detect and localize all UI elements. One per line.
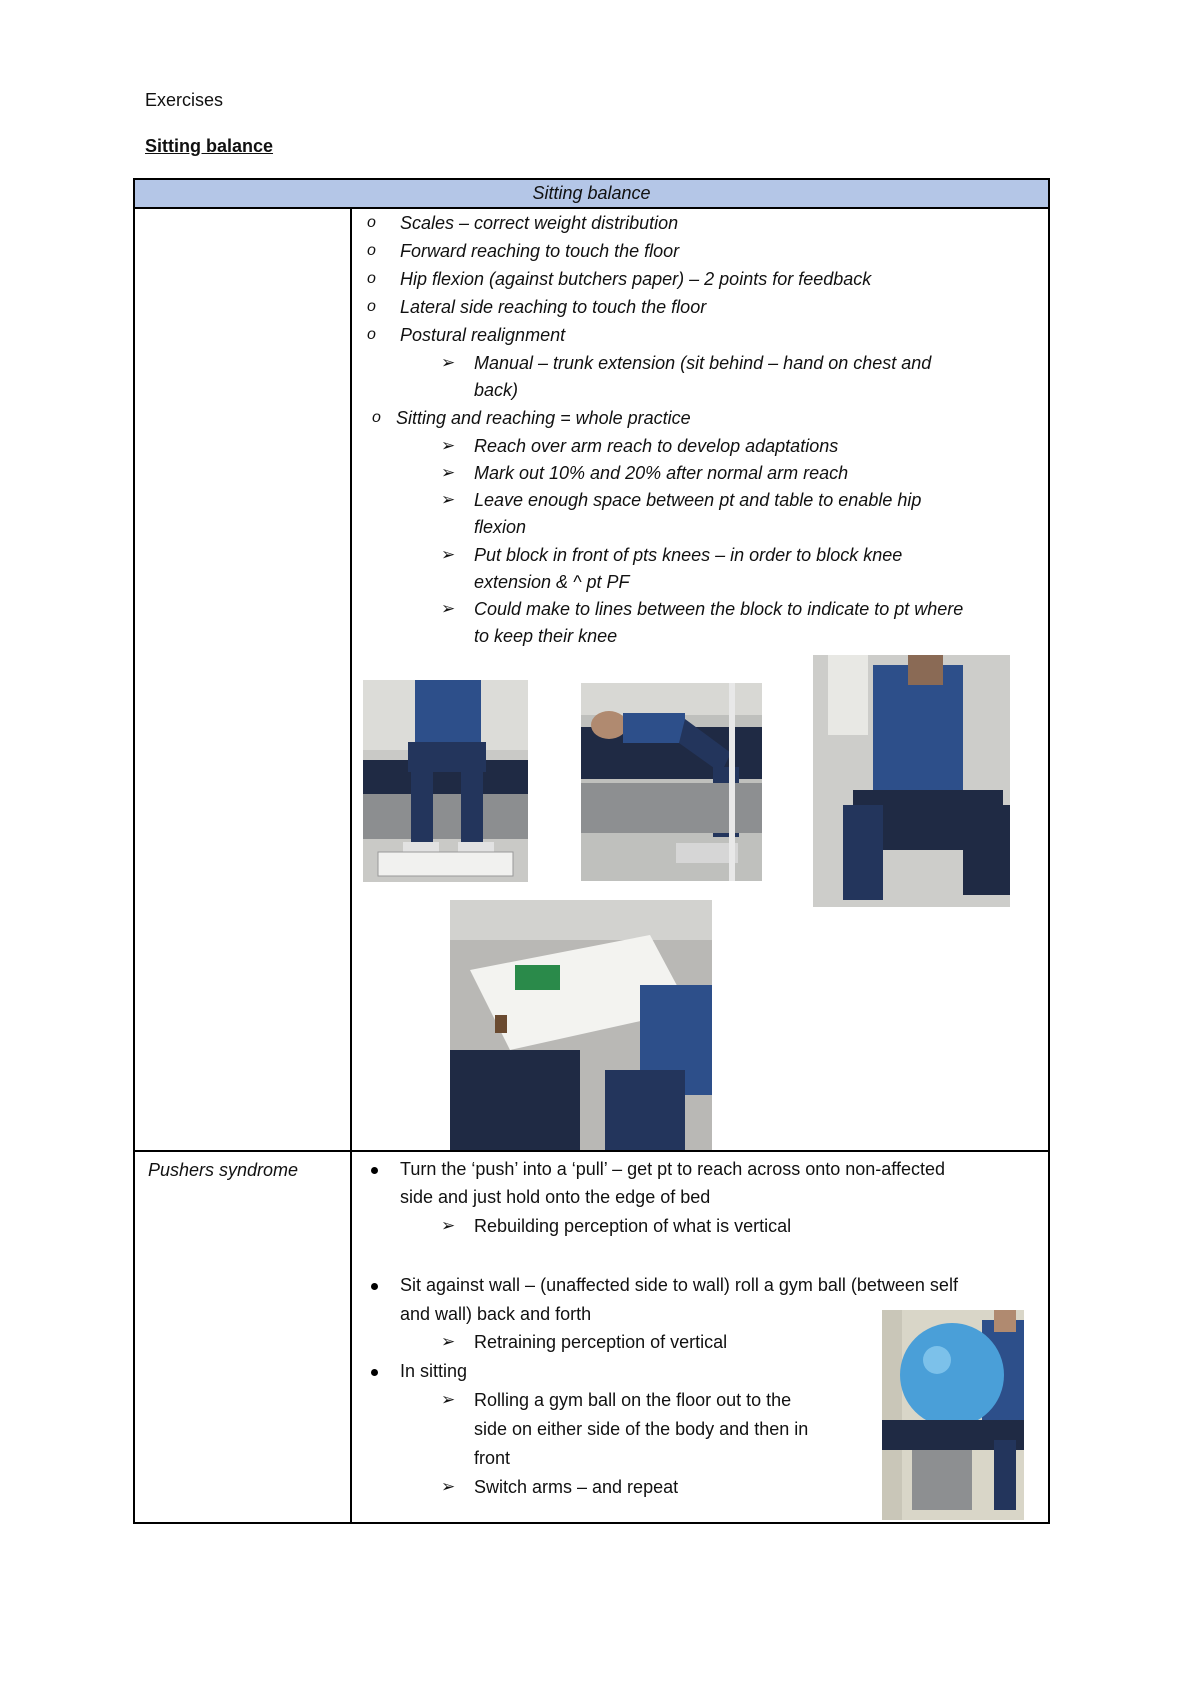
photo-seated-hip-flexion bbox=[813, 655, 1010, 907]
arrow-bullet-icon: ➢ bbox=[441, 490, 456, 509]
photo-sitting-on-scales bbox=[363, 680, 528, 882]
photo-gym-ball-against-wall bbox=[882, 1310, 1024, 1520]
arrow-bullet-icon: ➢ bbox=[441, 545, 456, 564]
list-item: Mark out 10% and 20% after normal arm reach bbox=[474, 463, 849, 483]
row-divider bbox=[135, 1150, 1048, 1152]
circle-bullet-icon: o bbox=[367, 242, 376, 259]
list-item: Manual – trunk extension (sit behind – hand on chest and bbox=[474, 353, 932, 373]
dot-bullet-icon bbox=[371, 1167, 378, 1174]
section-heading: Sitting balance bbox=[145, 136, 274, 156]
column-divider bbox=[350, 209, 352, 1522]
circle-bullet-icon: o bbox=[372, 409, 381, 426]
list-item: front bbox=[474, 1448, 511, 1468]
list-item: Sitting and reaching = whole practice bbox=[396, 408, 691, 428]
arrow-bullet-icon: ➢ bbox=[441, 436, 456, 455]
list-item: Postural realignment bbox=[400, 325, 566, 345]
list-item: Lateral side reaching to touch the floor bbox=[400, 297, 707, 317]
arrow-bullet-icon: ➢ bbox=[441, 463, 456, 482]
list-item: Reach over arm reach to develop adaptations bbox=[474, 436, 839, 456]
list-item: Retraining perception of vertical bbox=[474, 1332, 728, 1352]
list-item: side on either side of the body and then in bbox=[474, 1419, 809, 1439]
list-item: Rolling a gym ball on the floor out to the bbox=[474, 1390, 792, 1410]
list-item: flexion bbox=[474, 517, 527, 537]
list-item: back) bbox=[474, 380, 519, 400]
photo-sitting-reaching-table bbox=[450, 900, 712, 1150]
circle-bullet-icon: o bbox=[367, 214, 376, 231]
list-item: Could make to lines between the block to indicate to pt where bbox=[474, 599, 964, 619]
row-label-pushers-syndrome: Pushers syndrome bbox=[148, 1160, 299, 1180]
list-item: Switch arms – and repeat bbox=[474, 1477, 679, 1497]
circle-bullet-icon: o bbox=[367, 326, 376, 343]
arrow-bullet-icon: ➢ bbox=[441, 1332, 456, 1351]
arrow-bullet-icon: ➢ bbox=[441, 1216, 456, 1235]
list-item: Forward reaching to touch the floor bbox=[400, 241, 680, 261]
list-item: In sitting bbox=[400, 1361, 468, 1381]
dot-bullet-icon bbox=[371, 1369, 378, 1376]
arrow-bullet-icon: ➢ bbox=[441, 599, 456, 618]
list-item: side and just hold onto the edge of bed bbox=[400, 1187, 711, 1207]
exercise-table bbox=[133, 178, 1050, 1524]
list-item: Sit against wall – (unaffected side to wall) roll a gym ball (between self bbox=[400, 1275, 958, 1295]
list-item: Turn the ‘push’ into a ‘pull’ – get pt to reach across onto non-affected bbox=[400, 1159, 946, 1179]
arrow-bullet-icon: ➢ bbox=[441, 353, 456, 372]
circle-bullet-icon: o bbox=[367, 298, 376, 315]
list-item: Leave enough space between pt and table to enable hip bbox=[474, 490, 922, 510]
list-item: to keep their knee bbox=[474, 626, 618, 646]
list-item: extension & ^ pt PF bbox=[474, 572, 630, 592]
list-item: Scales – correct weight distribution bbox=[400, 213, 679, 233]
list-item: Put block in front of pts knees – in order to block knee bbox=[474, 545, 903, 565]
photo-supine-on-plinth bbox=[581, 683, 762, 881]
list-item: Rebuilding perception of what is vertical bbox=[474, 1216, 792, 1236]
dot-bullet-icon bbox=[371, 1283, 378, 1290]
table-header: Sitting balance bbox=[135, 180, 1048, 209]
arrow-bullet-icon: ➢ bbox=[441, 1390, 456, 1409]
list-item: and wall) back and forth bbox=[400, 1304, 592, 1324]
circle-bullet-icon: o bbox=[367, 270, 376, 287]
list-item: Hip flexion (against butchers paper) – 2 points for feedback bbox=[400, 269, 872, 289]
arrow-bullet-icon: ➢ bbox=[441, 1477, 456, 1496]
document-title: Exercises bbox=[145, 90, 224, 110]
